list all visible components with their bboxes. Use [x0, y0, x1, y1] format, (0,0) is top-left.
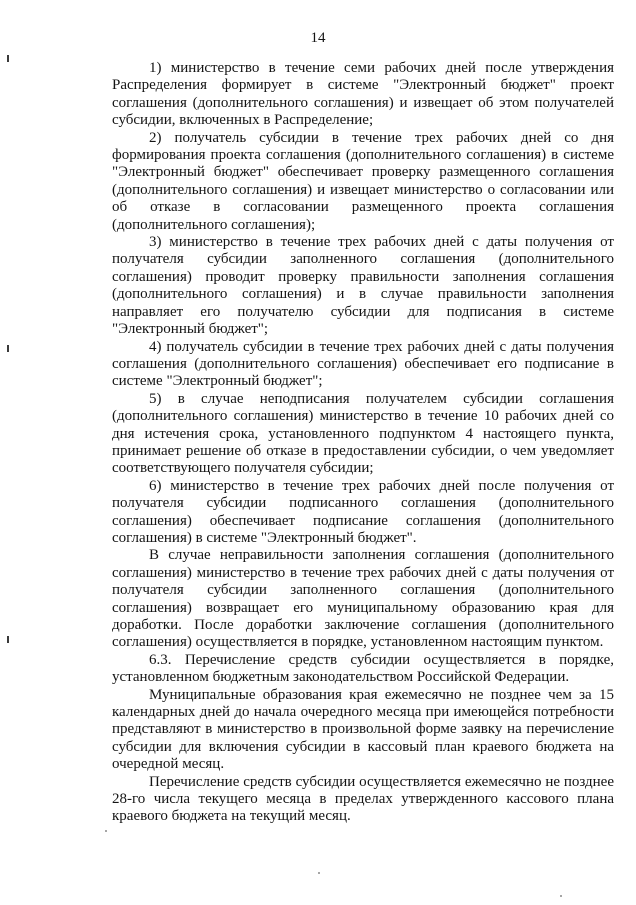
scan-mark — [7, 345, 9, 352]
scan-speck — [560, 895, 562, 897]
paragraph-item-5: 5) в случае неподписания получателем субсидии соглашения (дополнительного соглашения) министерство в течение 10 рабочих дней со дня истечения срока, установленного подпунктом 4 настоящего пункта, принимает решение об отказе в предоставлении субсидии, о чем уведомляет соответствующего получателя субсидии; — [112, 390, 614, 477]
document-body — [112, 60, 614, 826]
scan-speck — [318, 872, 320, 874]
paragraph-municipal-requests: Муниципальные образования края ежемесячно не позднее чем за 15 календарных дней до начала очередного месяца при имеющейся потребности представляют в министерство в произвольной форме заявку на перечисление субсидии для включения субсидии в кассовый план краевого бюджета на очередной месяц. — [112, 686, 614, 773]
paragraph-item-3: 3) министерство в течение трех рабочих дней с даты получения от получателя субсидии заполненного соглашения (дополнительного соглашения) проводит проверку правильности заполнения соглашения (дополнительного соглашения) и в случае правильности заполнения направляет его получателю субсидии для подписания в системе "Электронный бюджет"; — [112, 234, 614, 338]
paragraph-section-6-3: 6.3. Перечисление средств субсидии осуществляется в порядке, установленном бюджетным законодательством Российской Федерации. — [112, 651, 614, 686]
paragraph-item-2: 2) получатель субсидии в течение трех рабочих дней со дня формирования проекта соглашения (дополнительного соглашения) в системе "Электронный бюджет" обеспечивает проверку размещенного соглашения (дополнительного соглашения) и извещает министерство о согласовании или об отказе в согласовании размещенного проекта соглашения (дополнительного соглашения); — [112, 129, 614, 233]
paragraph-item-1: 1) министерство в течение семи рабочих дней после утверждения Распределения формирует в системе "Электронный бюджет" проект соглашения (дополнительного соглашения) и извещает об этом получателей субсидии, включенных в Распределение; — [112, 60, 614, 129]
scan-speck — [105, 830, 107, 832]
page-number: 14 — [310, 30, 326, 46]
paragraph-transfer-deadline: Перечисление средств субсидии осуществляется ежемесячно не позднее 28-го числа текущего месяца в пределах утвержденного кассового плана краевого бюджета на текущий месяц. — [112, 773, 614, 825]
scan-mark — [7, 636, 9, 643]
scan-mark — [7, 55, 9, 62]
paragraph-incorrect-filling: В случае неправильности заполнения соглашения (дополнительного соглашения) министерство в течение трех рабочих дней с даты получения от получателя субсидии заполненного соглашения (дополнительного соглашения) возвращает его муниципальному образованию края для доработки. После доработки заключение соглашения (дополнительного соглашения) осуществляется в порядке, установленном настоящим пунктом. — [112, 547, 614, 651]
paragraph-item-6: 6) министерство в течение трех рабочих дней после получения от получателя субсидии подписанного соглашения (дополнительного соглашения) обеспечивает подписание соглашения (дополнительного соглашения) в системе "Электронный бюджет". — [112, 477, 614, 546]
paragraph-item-4: 4) получатель субсидии в течение трех рабочих дней с даты получения соглашения (дополнительного соглашения) обеспечивает его подписание в системе "Электронный бюджет"; — [112, 338, 614, 390]
